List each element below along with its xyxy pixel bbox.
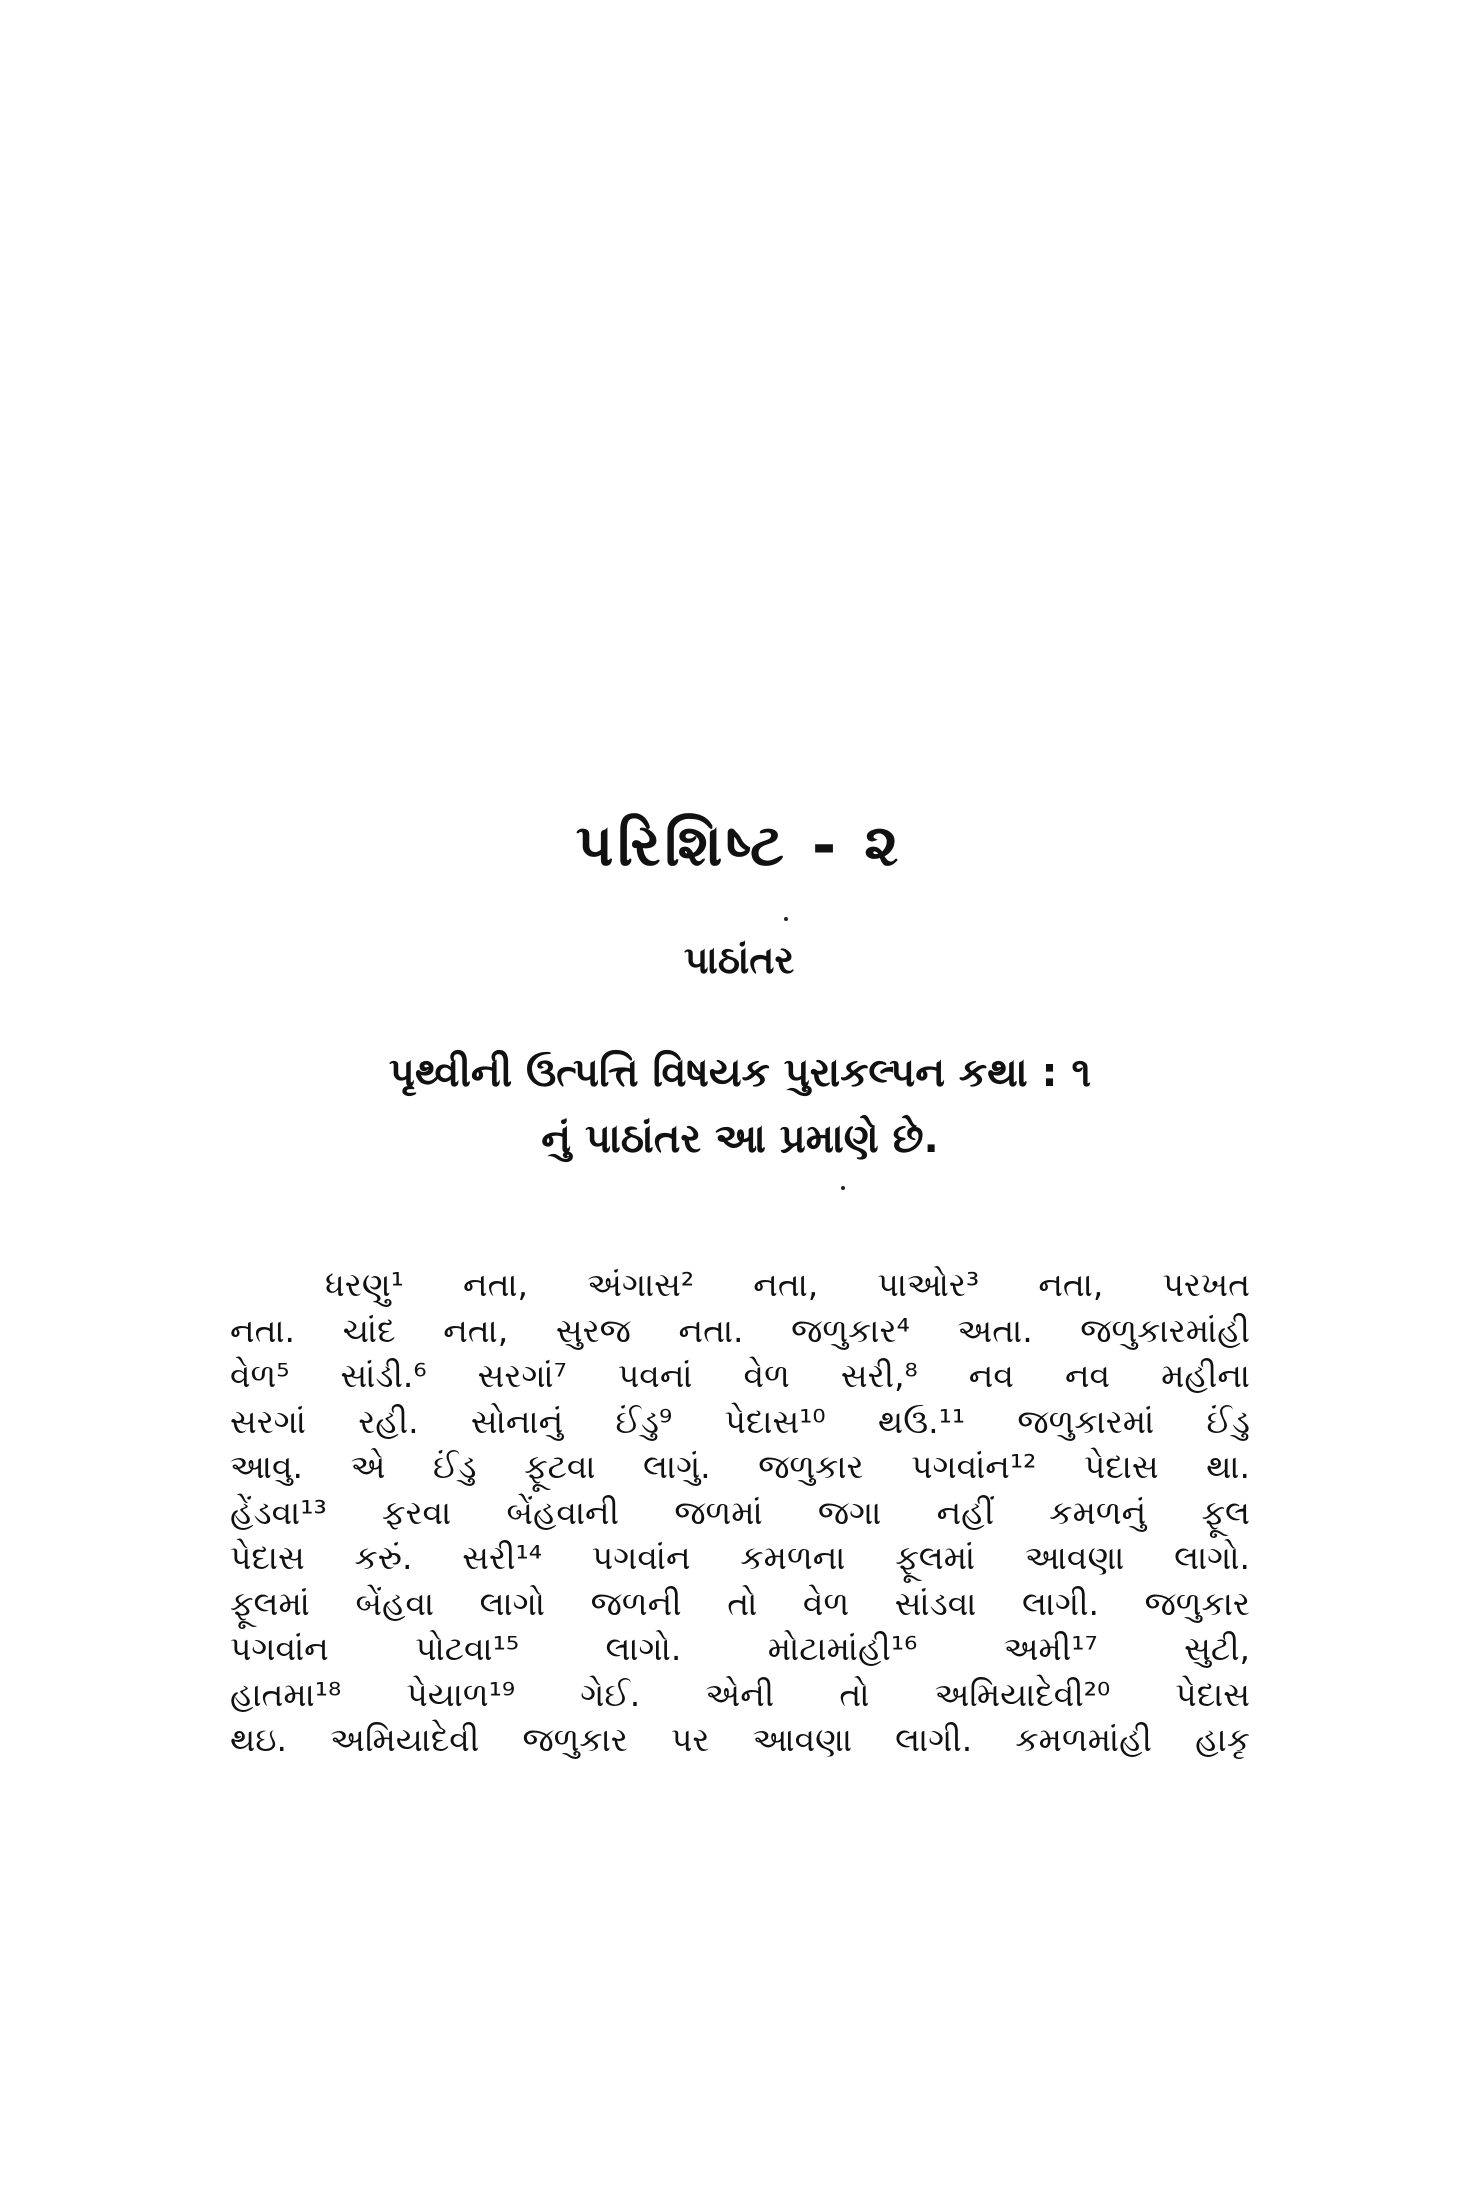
paragraph-line: આવુ. એ ઈંડુ ફૂટવા લાગું. જળુકાર પગવાંન¹² પેદાસ થા. [230,1447,1250,1486]
paragraph-line: ધરણુ¹ નતા, અંગાસ² નતા, પાઓર³ નતા, પરખત [325,1265,1250,1304]
heading-line-1: પૃથ્વીની ઉત્પત્તિ વિષયક પુરાકલ્પન કથા : ૧ [388,1050,1092,1096]
story-heading [200,1040,1280,1172]
heading-line-2: નું પાઠાંતર આ પ્રમાણે છે. [541,1116,939,1162]
ornament-dot [784,917,788,921]
paragraph-line: થઇ. અમિયાદેવી જળુકાર પર આવણા લાગી. કમળમાંહી હાકૃ [230,1720,1250,1759]
appendix-title: પરિશિષ્ટ - ૨ [575,811,903,879]
paragraph-line: નતા. ચાંદ નતા, સુરજ નતા. જળુકાર⁴ અતા. જળુકારમાંહી [230,1310,1250,1350]
paragraph-line: વેળ⁵ સાંડી.⁶ સરગાં⁷ પવનાં વેળ સરી,⁸ નવ નવ મહીના [230,1356,1250,1395]
paragraph-line: હેંડવા¹³ ફરવા બેંહવાની જળમાં જગા નહીં કમળનું ફૂલ [230,1492,1250,1532]
ornament-dot [841,1186,845,1190]
paragraph-line: હાતમા¹⁸ પેયાળ¹⁹ ગેઈ. એની તો અમિયાદેવી²⁰ પેદાસ [230,1674,1250,1714]
paragraph-line: પેદાસ કરું. સરી¹⁴ પગવાંન કમળના ફૂલમાં આવણા લાગો. [230,1538,1250,1577]
paragraph-line: સરગાં રહી. સોનાનું ઈંડુ⁹ પેદાસ¹⁰ થઉ.¹¹ જળુકારમાં ઈંડુ [230,1401,1250,1441]
section-label: પાઠાંતર [683,938,795,982]
paragraph-line: પગવાંન પોટવા¹⁵ લાગો. મોટામાંહી¹⁶ અમી¹⁷ સુટી, [230,1629,1250,1668]
paragraph-line: ફૂલમાં બેંહવા લાગો જળની તો વેળ સાંડવા લાગી. જળુકાર [230,1583,1250,1623]
variant-text-paragraph [230,1262,1250,1763]
